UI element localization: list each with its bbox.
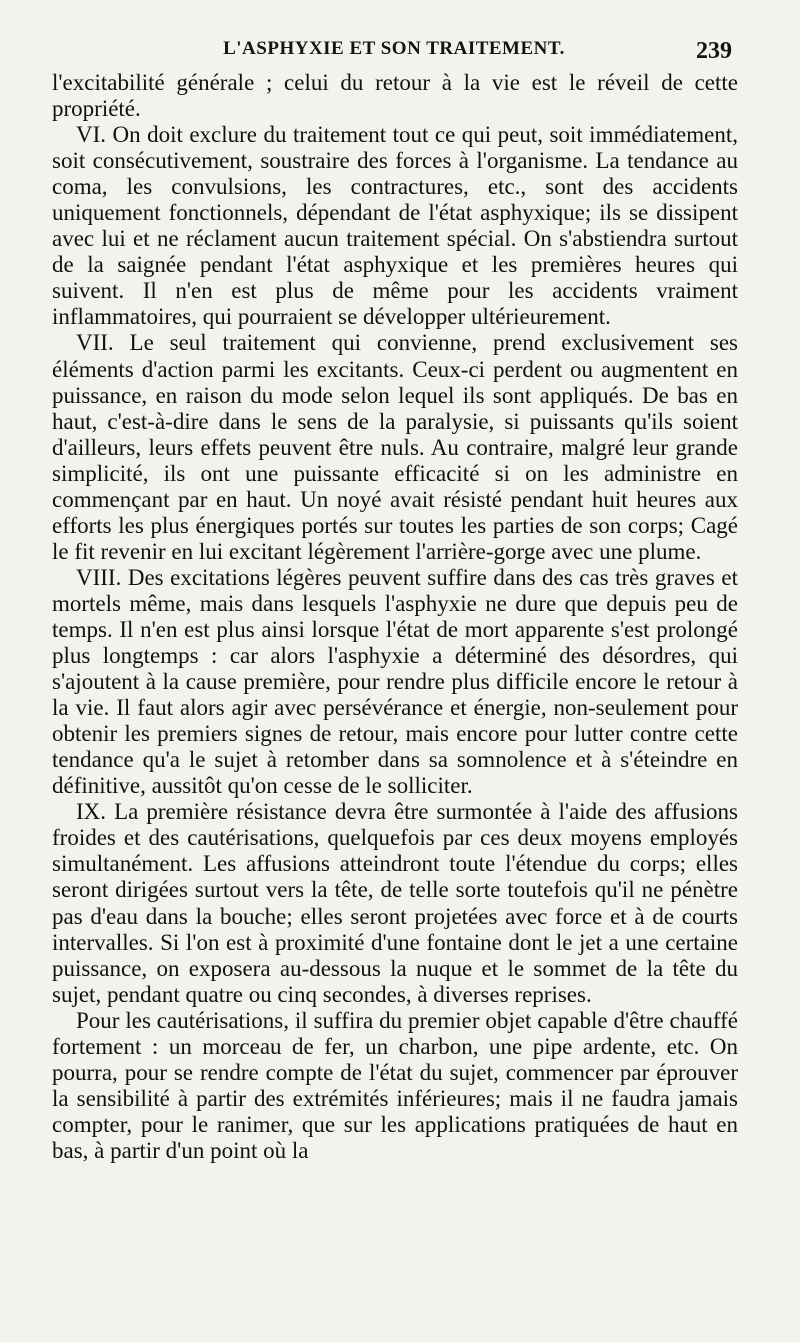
paragraph-section-viii xyxy=(52,565,738,799)
paragraph-text: La première résistance devra être surmontée à l'aide des affusions froides et des cautérisations, quelquefois par ces deux moyens employés simultanément. Les affusions atteindront toute l'étendue du corps; elles seront dirigées surtout vers la tête, de telle sorte toutefois qu'il ne pénètre pas d'eau dans la bouche; elles seront projetées avec force et à de courts intervalles. Si l'on est à proximité d'une fontaine dont le jet a une certaine puissance, on exposera au-dessous la nuque et le sommet de la tête du sujet, pendant quatre ou cinq secondes, à diverses reprises. xyxy=(52,799,739,1007)
section-number: VII. xyxy=(76,330,114,356)
paragraph-text: Pour les cautérisations, il suffira du premier objet capable d'être chauffé fortement : un morceau de fer, un charbon, une pipe ardente, etc. On pourra, pour se rendre compte de l'état du sujet, commencer par éprouver la sensibilité à partir des extrémités inférieures; mais il ne faudra jamais compter, pour le ranimer, que sur les applications pratiquées de haut en bas, à partir d'un point où la xyxy=(52,1007,738,1163)
paragraph-text: Des excitations légères peuvent suffire dans des cas très graves et mortels même, mais dans lesquels l'asphyxie ne dure que depuis peu de temps. Il n'en est plus ainsi lorsque l'état de mort apparente s'est prolongé plus longtemps : car alors l'asphyxie a déterminé des désordres, qui s'ajoutent à la cause première, pour rendre plus difficile encore le retour à la vie. Il faut alors agir avec persévérance et énergie, non-seulement pour obtenir les premiers signes de retour, mais encore pour lutter contre cette tendance qu'a le sujet à retomber dans sa somnolence et à s'éteindre en définitive, aussitôt qu'on cesse de le solliciter. xyxy=(52,564,738,799)
paragraph-continuation xyxy=(52,70,738,122)
running-title: L'ASPHYXIE ET SON TRAITEMENT. xyxy=(223,38,565,59)
paragraph-text: Le seul traitement qui convienne, prend exclusivement ses éléments d'action parmi les excitants. Ceux-ci perdent ou augmentent en puissance, en raison du mode selon lequel ils sont appliqués. De bas en haut, c'est-à-dire dans le sens de la paralysie, si puissants qu'ils soient d'ailleurs, leurs effets peuvent être nuls. Au contraire, malgré leur grande simplicité, ils ont une puissante efficacité si on les administre en commençant par en haut. Un noyé avait résisté pendant huit heures aux efforts les plus énergiques portés sur toutes les parties de son corps; Cagé le fit revenir en lui excitant légèrement l'arrière-gorge avec une plume. xyxy=(52,330,739,564)
page-number: 239 xyxy=(696,38,732,64)
running-head xyxy=(56,38,732,70)
paragraph-text: On doit exclure du traitement tout ce qui peut, soit immédiatement, soit consécutivement, soustraire des forces à l'organisme. La tendance au coma, les convulsions, les contractures, etc., sont des accidents uniquement fonctionnels, dépendant de l'état asphyxique; ils se dissipent avec lui et ne réclament aucun traitement spécial. On s'abstiendra surtout de la saignée pendant l'état asphyxique et les premières heures qui suivent. Il n'en est plus de même pour les accidents vraiment inflammatoires, qui pourraient se développer ultérieurement. xyxy=(52,122,738,330)
paragraph-section-ix xyxy=(52,799,738,1007)
paragraph-text: l'excitabilité générale ; celui du retour à la vie est le réveil de cette propriété. xyxy=(52,70,738,122)
paragraph-section-vii xyxy=(52,330,738,564)
section-number: IX. xyxy=(76,799,107,825)
section-number: VIII. xyxy=(76,564,122,590)
body-text xyxy=(52,70,738,1164)
paragraph-cauterisations xyxy=(52,1008,738,1164)
section-number: VI. xyxy=(76,122,107,148)
paragraph-section-vi xyxy=(52,122,738,330)
